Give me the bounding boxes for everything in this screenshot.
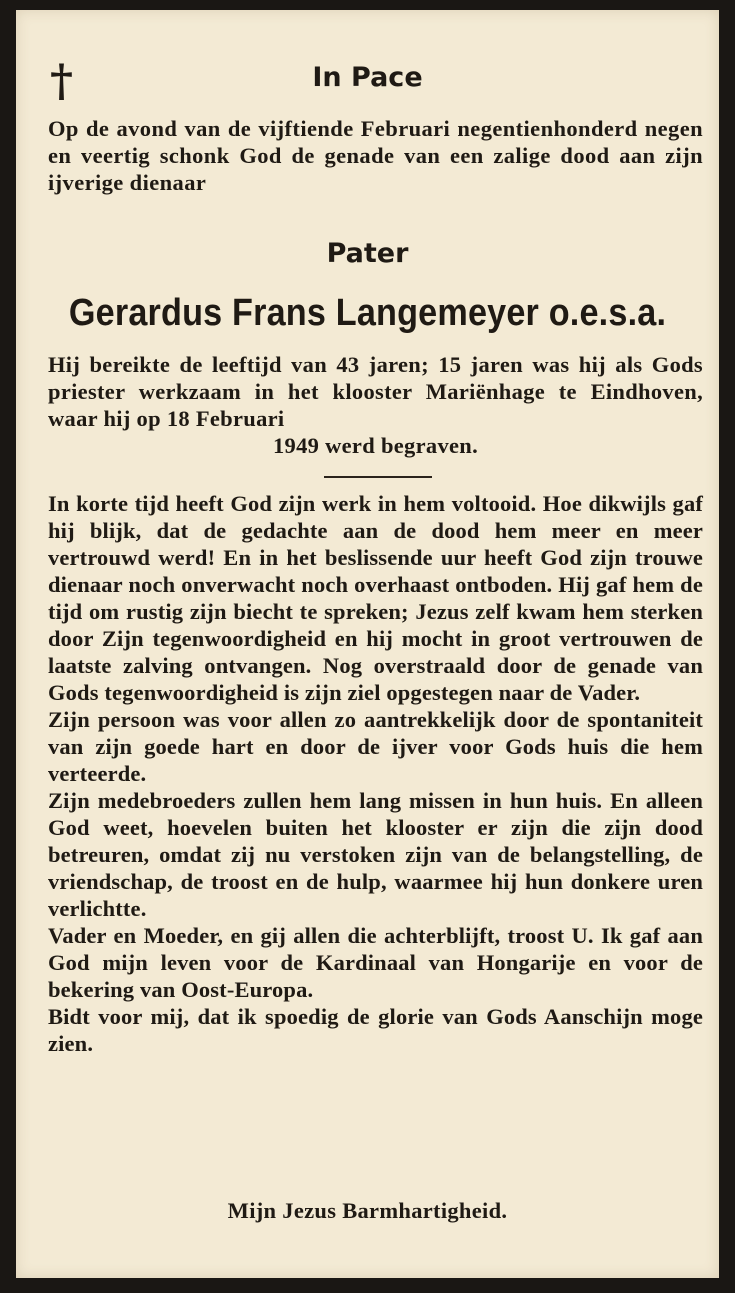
rank-heading: Pater (326, 238, 409, 269)
paragraph: In korte tijd heeft God zijn werk in hem voltooid. Hoe dikwijls gaf hij blijk, dat de gedachte aan de dood hem meer en meer vertrouwd werd! En in het beslissende uur heeft God zijn trouwe dienaar noch onverwacht noch overhaast ontboden. Hij gaf hem de tijd om rustig zijn biecht te spreken; Jezus zelf kwam hem sterken door Zijn tegenwoordigheid en hij mocht in groot vertrouwen de laatste zalving ontvangen. Nog overstraald door de genade van Gods tegenwoordigheid is zijn ziel opgestegen naar de Vader. (48, 491, 703, 705)
title-in-pace: In Pace (312, 62, 423, 93)
paragraph: Bidt voor mij, dat ik spoedig de glorie van Gods Aanschijn moge zien. (48, 1004, 703, 1056)
cross-icon: † (50, 56, 74, 107)
memorial-card (16, 10, 719, 1278)
eulogy-text (48, 490, 703, 1057)
paragraph: Vader en Moeder, en gij allen die achterblijft, troost U. Ik gaf aan God mijn leven voor de Kardinaal van Hongarije en voor de bekering van Oost-Europa. (48, 923, 703, 1002)
closing-prayer: Mijn Jezus Barmhartigheid. (227, 1198, 508, 1223)
intro-text: Op de avond van de vijftiende Februari negentienhonderd negen en veertig schonk God de genade van een zalige dood aan zijn ijverige dienaar (48, 116, 703, 195)
bio-burial-date: 1949 werd begraven. (272, 433, 479, 458)
paragraph: Zijn persoon was voor allen zo aantrekkelijk door de spontaniteit van zijn goede hart en door de ijver voor Gods huis die hem verteerde. (48, 707, 703, 786)
divider-line (324, 476, 432, 478)
bio-main: Hij bereikte de leeftijd van 43 jaren; 15 jaren was hij als Gods priester werkzaam in het klooster Mariënhage te Eindhoven, waar hij op 18 Februari (48, 352, 703, 431)
paragraph: Zijn medebroeders zullen hem lang missen in hun huis. En alleen God weet, hoevelen buiten het klooster er zijn die zijn dood betreuren, omdat zij nu verstoken zijn van de belangstelling, de vriendschap, de troost en de hulp, waarmee hij hun donkere uren verlichtte. (48, 788, 703, 921)
bio-text (48, 351, 703, 459)
deceased-name: Gerardus Frans Langemeyer o.e.s.a. (68, 292, 667, 334)
